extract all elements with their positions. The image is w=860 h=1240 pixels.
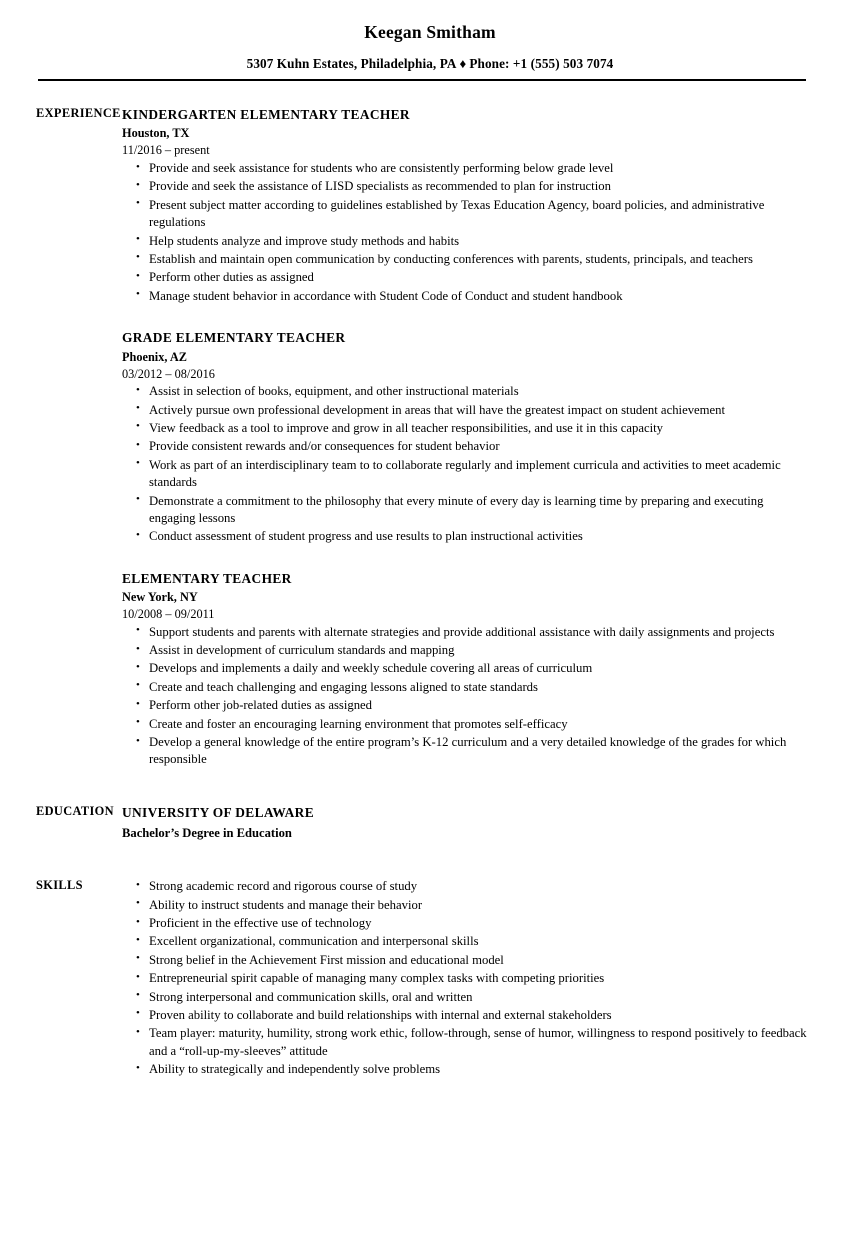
section-label-skills: SKILLS	[36, 878, 83, 893]
education-degree: Bachelor’s Degree in Education	[122, 825, 292, 840]
education-label-column	[0, 804, 122, 819]
list-item: • Provide and seek assistance for students who are consistently performing below grade level	[122, 160, 812, 177]
list-item: • Manage student behavior in accordance with Student Code of Conduct and student handbook	[122, 288, 812, 305]
list-item: • Create and foster an encouraging learning environment that promotes self-efficacy	[122, 716, 812, 733]
contact-address: 5307 Kuhn Estates, Philadelphia, PA	[246, 55, 457, 71]
experience-entry	[122, 329, 812, 546]
education-school: UNIVERSITY OF DELAWARE	[122, 804, 314, 820]
list-item: • Develops and implements a daily and weekly schedule covering all areas of curriculum	[122, 660, 812, 677]
job-location: New York, NY	[122, 590, 198, 605]
list-item: • Perform other job-related duties as assigned	[122, 697, 812, 714]
education-section	[0, 804, 860, 841]
list-item: • Actively pursue own professional development in areas that will have the greatest impact on student achievement	[122, 402, 812, 419]
diamond-separator-icon: ♦	[459, 55, 467, 71]
job-dates: 11/2016 – present	[122, 143, 210, 158]
skills-body	[122, 878, 860, 1079]
contact-line	[0, 55, 860, 72]
list-item: • Develop a general knowledge of the entire program’s K-12 curriculum and a very detailed knowledge of the grades for which responsible	[122, 734, 812, 769]
list-item: • Establish and maintain open communication by conducting conferences with parents, students, principals, and teachers	[122, 251, 812, 268]
list-item: • Assist in selection of books, equipment, and other instructional materials	[122, 383, 812, 400]
job-responsibility-list	[122, 624, 812, 769]
job-location: Houston, TX	[122, 126, 190, 141]
job-dates: 03/2012 – 08/2016	[122, 366, 215, 381]
skills-label-column	[0, 878, 122, 893]
list-item: • Demonstrate a commitment to the philosophy that every minute of every day is learning time by preparing and executing engaging lessons	[122, 493, 812, 528]
list-item: • Strong interpersonal and communication skills, oral and written	[122, 989, 812, 1006]
list-item: • Excellent organizational, communication and interpersonal skills	[122, 933, 812, 950]
skills-section	[0, 878, 860, 1079]
resume-header	[0, 0, 860, 81]
list-item: • Proficient in the effective use of technology	[122, 915, 812, 932]
list-item: • Help students analyze and improve study methods and habits	[122, 233, 812, 250]
skills-list	[122, 878, 812, 1078]
list-item: • Strong belief in the Achievement First mission and educational model	[122, 952, 812, 969]
list-item: • Support students and parents with alternate strategies and provide additional assistance with daily assignments and projects	[122, 624, 812, 641]
list-item: • Create and teach challenging and engaging lessons aligned to state standards	[122, 679, 812, 696]
job-responsibility-list	[122, 160, 812, 305]
job-title: GRADE ELEMENTARY TEACHER	[122, 330, 346, 346]
experience-label-column	[0, 106, 122, 121]
section-label-experience: EXPERIENCE	[36, 106, 121, 121]
job-title: ELEMENTARY TEACHER	[122, 570, 292, 586]
list-item: • Strong academic record and rigorous course of study	[122, 878, 812, 895]
experience-entry	[122, 106, 812, 305]
list-item: • Team player: maturity, humility, strong work ethic, follow-through, sense of humor, willingness to respond positively to feedback and a “roll-up-my-sleeves” attitude	[122, 1025, 812, 1060]
education-body	[122, 804, 860, 841]
list-item: • Provide and seek the assistance of LISD specialists as recommended to plan for instruction	[122, 178, 812, 195]
list-item: • Conduct assessment of student progress and use results to plan instructional activities	[122, 528, 812, 545]
list-item: • Present subject matter according to guidelines established by Texas Education Agency, board policies, and administrative regulations	[122, 197, 812, 232]
contact-phone: Phone: +1 (555) 503 7074	[469, 55, 614, 71]
list-item: • Work as part of an interdisciplinary team to to collaborate regularly and implement curricula and activities to meet academic standards	[122, 457, 812, 492]
list-item: • Entrepreneurial spirit capable of managing many complex tasks with competing priorities	[122, 970, 812, 987]
education-entry	[122, 804, 812, 841]
list-item: • View feedback as a tool to improve and grow in all teacher responsibilities, and use it in this capacity	[122, 420, 812, 437]
list-item: • Perform other duties as assigned	[122, 269, 812, 286]
list-item: • Proven ability to collaborate and build relationships with internal and external stakeholders	[122, 1007, 812, 1024]
job-title: KINDERGARTEN ELEMENTARY TEACHER	[122, 107, 410, 123]
experience-entry	[122, 570, 812, 769]
job-dates: 10/2008 – 09/2011	[122, 607, 215, 622]
job-location: Phoenix, AZ	[122, 349, 187, 364]
list-item: • Ability to instruct students and manage their behavior	[122, 897, 812, 914]
list-item: • Assist in development of curriculum standards and mapping	[122, 642, 812, 659]
experience-section	[0, 106, 860, 770]
list-item: • Provide consistent rewards and/or consequences for student behavior	[122, 438, 812, 455]
experience-body	[122, 106, 860, 770]
header-divider-rule	[38, 79, 806, 81]
candidate-name: Keegan Smitham	[364, 22, 496, 42]
section-label-education: EDUCATION	[36, 803, 114, 818]
list-item: • Ability to strategically and independently solve problems	[122, 1061, 812, 1078]
job-responsibility-list	[122, 383, 812, 546]
